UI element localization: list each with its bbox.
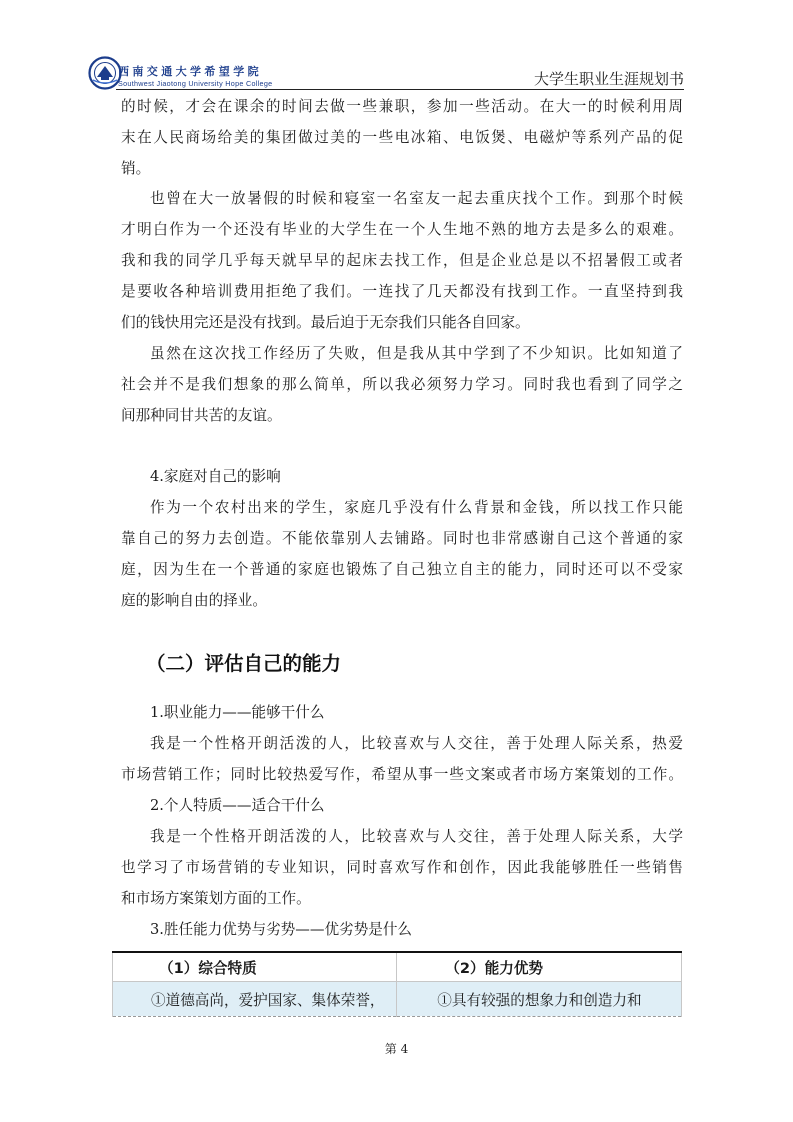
university-emblem-icon: [88, 56, 122, 90]
text-line: 也学习了市场营销的专业知识，同时喜欢写作和创作，因此我能够胜任一些销售: [121, 859, 683, 876]
text-line: 和市场方案策划方面的工作。: [121, 890, 311, 907]
logo-chinese-name: 西南交通大学希望学院: [118, 65, 262, 78]
text-line: 靠自己的努力去创造。不能依靠别人去铺路。同时也非常感谢自己这个普通的家: [121, 530, 683, 547]
text-line: 庭，因为生在一个普通的家庭也锻炼了自己独立自主的能力，同时还可以不受家: [121, 561, 683, 578]
subheading: 2.个人特质——适合干什么: [150, 797, 325, 814]
text-line: 是要收各种培训费用拒绝了我们。一连找了几天都没有找到工作。一直坚持到我: [121, 283, 683, 300]
text-line: 庭的影响自由的择业。: [121, 592, 267, 609]
text-line: 的时候，才会在课余的时间去做一些兼职，参加一些活动。在大一的时候利用周: [121, 98, 683, 115]
subheading: 3.胜任能力优势与劣势——优劣势是什么: [150, 921, 413, 938]
table-row: [113, 982, 682, 1017]
text-line: 也曾在大一放暑假的时候和寝室一名室友一起去重庆找个工作。到那个时候: [150, 190, 683, 207]
section-title: （二）评估自己的能力: [146, 652, 342, 675]
text-line: 我是一个性格开朗活泼的人，比较喜欢与人交往，善于处理人际关系，热爱: [150, 735, 683, 752]
table-cell-text: ①具有较强的想象力和创造力和: [437, 991, 642, 1009]
text-line: 末在人民商场给美的集团做过美的一些电冰箱、电饭煲、电磁炉等系列产品的促: [121, 129, 683, 146]
document-title: 大学生职业生涯规划书: [533, 70, 684, 88]
logo-english-name: Southwest Jiaotong University Hope College: [118, 79, 273, 88]
text-line: 作为一个农村出来的学生，家庭几乎没有什么背景和金钱，所以找工作只能: [150, 499, 683, 516]
table-header-label: （1）综合特质: [159, 959, 257, 977]
table-header-cell: [113, 952, 397, 982]
page-number: 第 4: [384, 1042, 409, 1056]
header-divider: [116, 89, 684, 90]
ability-table: [112, 951, 682, 1017]
text-line: 间那种同甘共苦的友谊。: [121, 407, 282, 424]
table-header-cell: [397, 952, 682, 982]
table-header-row: [113, 952, 682, 982]
table-header-label: （2）能力优势: [445, 959, 544, 977]
text-line: 才明白作为一个还没有毕业的大学生在一个人生地不熟的地方去是多么的艰难。: [121, 221, 683, 238]
table-cell: [397, 982, 682, 1017]
text-line: 虽然在这次找工作经历了失败，但是我从其中学到了不少知识。比如知道了: [150, 345, 683, 362]
text-line: 们的钱快用完还是没有找到。最后迫于无奈我们只能各自回家。: [121, 314, 530, 331]
text-line: 销。: [121, 160, 151, 177]
subheading: 4.家庭对自己的影响: [150, 468, 281, 485]
text-line: 市场营销工作；同时比较热爱写作，希望从事一些文案或者市场方案策划的工作。: [121, 766, 683, 783]
text-line: 我和我的同学几乎每天就早早的起床去找工作，但是企业总是以不招暑假工或者: [121, 252, 683, 269]
table-cell-text: ①道德高尚，爱护国家、集体荣誉，: [151, 991, 385, 1009]
text-line: 社会并不是我们想象的那么简单，所以我必须努力学习。同时我也看到了同学之: [121, 376, 683, 393]
table-cell: [113, 982, 397, 1017]
subheading: 1.职业能力——能够干什么: [150, 704, 325, 721]
text-line: 我是一个性格开朗活泼的人，比较喜欢与人交往，善于处理人际关系，大学: [150, 828, 683, 845]
